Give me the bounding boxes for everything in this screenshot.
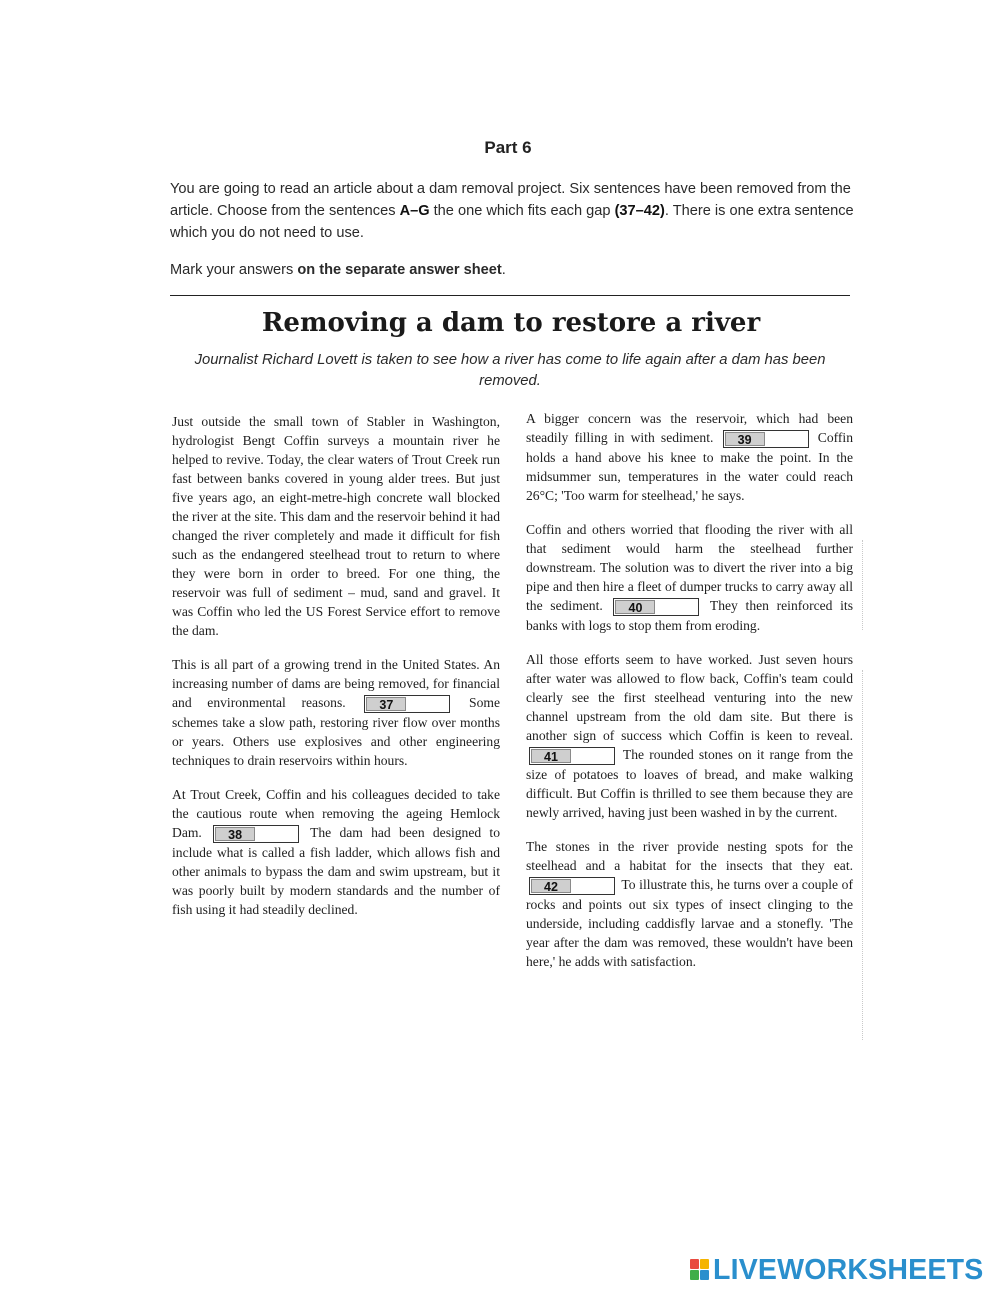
gap-42-answer-box[interactable] — [529, 877, 615, 895]
part-title: Part 6 — [484, 138, 532, 157]
scan-artifact-dots — [862, 540, 865, 630]
gap-41-number: 41 — [531, 749, 571, 763]
gap-39-number: 39 — [725, 432, 765, 446]
paragraph: Just outside the small town of Stabler in Washington, hydrologist Bengt Coffin surveys a mountain river he helped to revive. Today, the clear waters of Trout Creek run fast between banks covered in young alder trees. But just five years ago, an eight-metre-high concrete wall blocked the river at the site. This dam and the reservoir behind it had changed the river completely and made it difficult for fish such as the endangered steelhead trout to return to where they were born in order to breed. For one thing, the reservoir was full of sediment – mud, sand and gravel. It was Coffin who led the US Forest Service effort to remove the dam. — [172, 414, 500, 638]
paragraph: The stones in the river provide nesting spots for the steelhead and a habitat for the insects that they eat. 42 To illustrate this, he turns over a couple of rocks and points out six types of insect clinging to the underside, including caddisfly larvae and a stonefly. 'The year after the dam was removed, these wouldn't have been here,' he adds with satisfaction. — [526, 838, 853, 969]
logo-square — [700, 1270, 709, 1280]
paragraph: This is all part of a growing trend in the United States. An increasing number of dams are being removed, for financial and environmental reasons. 37 Some schemes take a slow path, restoring river flow over months or years. Others use explosives and other engineering techniques to drain reservoirs within hours. — [172, 657, 501, 768]
gap-39-answer-box[interactable] — [723, 430, 809, 448]
gap-37-answer-box[interactable] — [364, 695, 450, 713]
gap-37-number: 37 — [366, 697, 406, 711]
gap-42-number: 42 — [531, 879, 571, 893]
mark-answers-instruction: Mark your answers on the separate answer sheet. — [170, 262, 506, 278]
paragraph: At Trout Creek, Coffin and his colleagues decided to take the cautious route when removing the ageing Hemlock Dam. 38 The dam had been designed to include what is called a fish ladder, which allows fish and other animals to bypass the dam and swim upstream, but it was poorly built by modern standards and the number of fish using it had steadily declined. — [172, 786, 500, 917]
logo-square — [700, 1259, 709, 1269]
logo-square — [690, 1259, 699, 1269]
gap-38-number: 38 — [215, 827, 255, 841]
gap-38-answer-box[interactable] — [213, 825, 299, 843]
article-title: Removing a dam to restore a river — [261, 308, 761, 338]
scan-artifact-dots — [862, 670, 865, 1040]
liveworksheets-brand: LIVEWORKSHEETS — [713, 1253, 984, 1286]
article-right-column — [526, 409, 853, 986]
gap-40-number: 40 — [615, 600, 655, 614]
liveworksheets-logo-icon — [690, 1259, 710, 1281]
paragraph: A bigger concern was the reservoir, which had been steadily filling in with sediment. 39 Coffin holds a hand above his knee to make the point. In the midsummer sun, temperatures in the water could reach 26°C; 'Too warm for steelhead,' he says. — [526, 411, 853, 503]
gap-41-answer-box[interactable] — [529, 747, 615, 765]
gap-40-answer-box[interactable] — [613, 598, 699, 616]
divider — [170, 295, 850, 296]
article-subtitle: Journalist Richard Lovett is taken to see how a river has come to life again after a dam has been removed. — [194, 352, 826, 389]
article-left-column — [172, 412, 500, 934]
paragraph: Coffin and others worried that flooding the river with all that sediment would harm the steelhead further downstream. The solution was to divert the river into a big pipe and then hire a fleet of dumper trucks to carry away all the sediment. 40 They then reinforced its banks with logs to stop them from eroding. — [526, 521, 854, 633]
instructions: You are going to read an article about a dam removal project. Six sentences have been removed from the article. Choose from the sentences A–G the one which fits each gap (37–42). There is one extra sentence which you do not need to use. — [170, 181, 854, 241]
liveworksheets-logo[interactable] — [690, 1255, 983, 1285]
paragraph: All those efforts seem to have worked. Just seven hours after water was allowed to flow back, Coffin's team could clearly see the first steelhead venturing into the new channel upstream from the old dam site. But there is another sign of success which Coffin is keen to reveal. 41 The rounded stones on it range from the size of potatoes to loaves of bread, and make walking difficult. But Coffin is thrilled to see them because they are newly arrived, having just been washed in by the current. — [526, 651, 853, 820]
logo-square — [690, 1270, 699, 1280]
